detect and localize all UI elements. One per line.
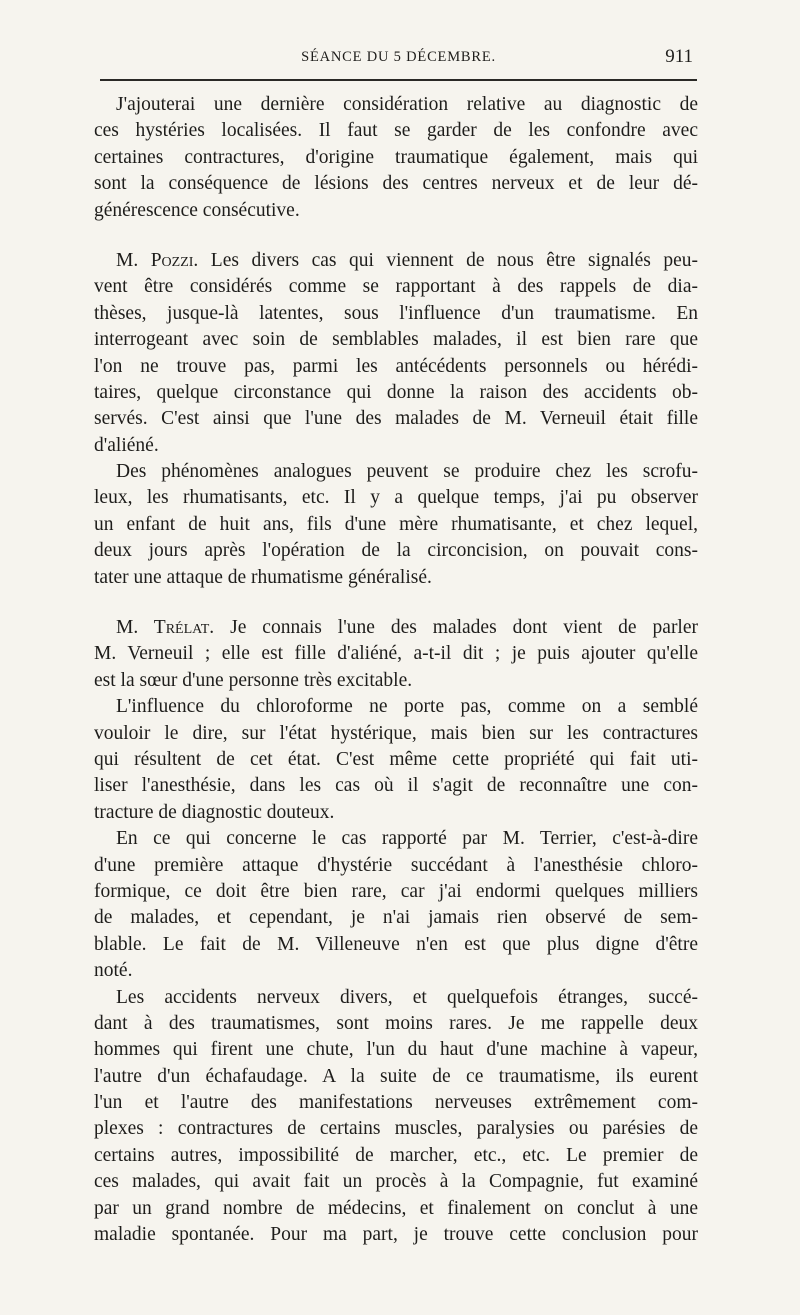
text-line: qui résultent de cet état. C'est même cette propriété qui fait uti- xyxy=(94,748,698,770)
text-line: hommes qui firent une chute, l'un du haut d'une machine à vapeur, xyxy=(94,1039,698,1061)
text-line: L'influence du chloroforme ne porte pas, comme on a semblé xyxy=(116,696,698,718)
text-line: noté. xyxy=(94,960,133,982)
text-line: ces malades, qui avait fait un procès à la Compagnie, fut examiné xyxy=(94,1171,698,1193)
text-line: un enfant de huit ans, fils d'une mère rhumatisante, et chez lequel, xyxy=(94,513,698,535)
running-title: SÉANCE DU 5 DÉCEMBRE. xyxy=(301,49,496,65)
text-line: de malades, et cependant, je n'ai jamais rien observé de sem- xyxy=(94,907,698,929)
text-line: liser l'anesthésie, dans les cas où il s'agit de reconnaître une con- xyxy=(94,775,698,797)
text-line: vouloir le dire, sur l'état hystérique, mais bien sur les contractures xyxy=(94,722,698,744)
speaker-line-text: Je connais l'une des malades dont vient de parler xyxy=(214,617,698,639)
text-line: servés. C'est ainsi que l'une des malades de M. Verneuil était fille xyxy=(94,408,698,430)
text-line: interrogeant avec soin de semblables malades, il est bien rare que xyxy=(94,329,698,351)
text-line: est la sœur d'une personne très excitable. xyxy=(94,669,413,691)
speaker-name: M. Pozzi. xyxy=(116,249,199,271)
text-line: taires, quelque circonstance qui donne la raison des accidents ob- xyxy=(94,381,698,403)
header-rule xyxy=(100,79,697,81)
text-line: deux jours après l'opération de la circoncision, on pouvait cons- xyxy=(94,540,698,562)
text-line: M. Verneuil ; elle est fille d'aliéné, a-t-il dit ; je puis ajouter qu'elle xyxy=(94,643,698,665)
text-line: l'on ne trouve pas, parmi les antécédents personnels ou hérédi- xyxy=(94,355,698,377)
text-line: sont la conséquence de lésions des centres nerveux et de leur dé- xyxy=(94,173,698,195)
speaker-name: M. Trélat. xyxy=(116,617,215,639)
page-header xyxy=(100,47,697,73)
text-line: dant à des traumatismes, sont moins rares. Je me rappelle deux xyxy=(94,1012,698,1034)
speaker-line-text: Les divers cas qui viennent de nous être signalés peu- xyxy=(198,249,698,271)
speaker-line xyxy=(116,615,698,641)
text-line: l'autre d'un échafaudage. A la suite de ce traumatisme, ils eurent xyxy=(94,1065,698,1087)
text-line: vent être considérés comme se rapportant à des rappels de dia- xyxy=(94,276,698,298)
speaker-line xyxy=(116,248,698,274)
text-line: leux, les rhumatisants, etc. Il y a quelque temps, j'ai pu observer xyxy=(94,487,698,509)
text-line: l'un et l'autre des manifestations nerveuses extrêmement com- xyxy=(94,1092,698,1114)
text-line: Des phénomènes analogues peuvent se produire chez les scrofu- xyxy=(116,461,698,483)
text-line: certains autres, impossibilité de marcher, etc., etc. Le premier de xyxy=(94,1144,698,1166)
text-line: En ce qui concerne le cas rapporté par M. Terrier, c'est-à-dire xyxy=(116,828,698,850)
text-line: ces hystéries localisées. Il faut se garder de les confondre avec xyxy=(94,120,698,142)
text-line: formique, ce doit être bien rare, car j'ai endormi quelques milliers xyxy=(94,880,698,902)
text-line: maladie spontanée. Pour ma part, je trouve cette conclusion pour xyxy=(94,1224,698,1246)
text-line: générescence consécutive. xyxy=(94,199,300,221)
text-line: certaines contractures, d'origine traumatique également, mais qui xyxy=(94,146,698,168)
text-line: tracture de diagnostic douteux. xyxy=(94,801,335,823)
text-line: Les accidents nerveux divers, et quelquefois étranges, succé- xyxy=(116,986,698,1008)
text-line: d'une première attaque d'hystérie succédant à l'anesthésie chloro- xyxy=(94,854,698,876)
body-text xyxy=(94,92,698,1248)
text-line: J'ajouterai une dernière considération relative au diagnostic de xyxy=(116,94,698,115)
text-line: plexes : contractures de certains muscles, paralysies ou parésies de xyxy=(94,1118,698,1140)
page-number: 911 xyxy=(665,46,693,67)
text-line: tater une attaque de rhumatisme généralisé. xyxy=(94,566,432,588)
text-line: thèses, jusque-là latentes, sous l'influence d'un traumatisme. En xyxy=(94,302,698,324)
text-line: par un grand nombre de médecins, et finalement on conclut à une xyxy=(94,1197,698,1219)
text-line: d'aliéné. xyxy=(94,434,159,456)
text-line: blable. Le fait de M. Villeneuve n'en est que plus digne d'être xyxy=(94,933,698,955)
